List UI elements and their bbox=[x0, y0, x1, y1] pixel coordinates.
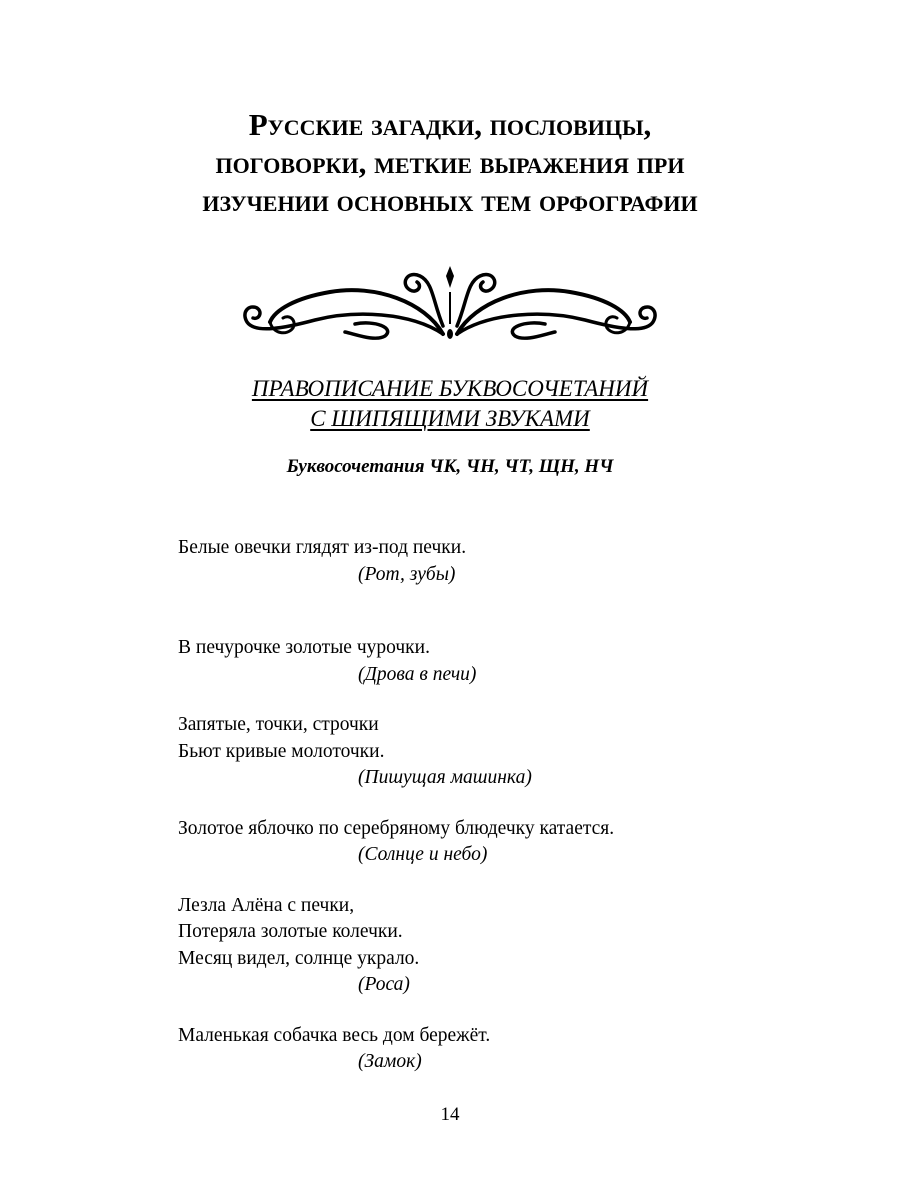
riddle-line: Месяц видел, солнце украло. bbox=[178, 947, 420, 969]
riddle bbox=[178, 1023, 614, 1076]
riddle-answer: (Солнце и небо) bbox=[358, 844, 488, 865]
page-number: 14 bbox=[440, 1104, 460, 1125]
riddle-answer: (Замок) bbox=[358, 1051, 422, 1072]
riddle-line: Белые овечки глядят из-под печки. bbox=[178, 537, 467, 558]
title-line: изучении основных тем орфографии bbox=[202, 183, 698, 218]
riddle bbox=[178, 816, 614, 869]
section-title bbox=[0, 374, 900, 434]
riddle bbox=[178, 635, 614, 688]
riddle-line: Лезла Алёна с печки, bbox=[178, 894, 355, 916]
riddle bbox=[178, 712, 614, 792]
riddle-answer: (Рот, зубы) bbox=[358, 563, 456, 585]
riddle-line: Бьют кривые молоточки. bbox=[178, 740, 385, 762]
riddle-answer: (Роса) bbox=[358, 974, 410, 995]
flourish-divider-icon bbox=[235, 262, 665, 344]
riddle-answer: (Пишущая машинка) bbox=[358, 767, 532, 788]
page-title bbox=[0, 106, 900, 220]
riddle bbox=[178, 535, 614, 588]
riddle-line: Запятые, точки, строчки bbox=[178, 714, 379, 735]
riddle-list bbox=[178, 535, 614, 1100]
title-line: Русские загадки, пословицы, bbox=[248, 107, 652, 142]
riddle-line: Потеряла золотые колечки. bbox=[178, 921, 403, 942]
subheading: Буквосочетания ЧК, ЧН, ЧТ, ЩН, НЧ bbox=[286, 456, 614, 477]
riddle-line: В печурочке золотые чурочки. bbox=[178, 637, 430, 658]
riddle-line: Золотое яблочко по серебряному блюдечку катается. bbox=[178, 817, 615, 839]
riddle bbox=[178, 893, 614, 999]
title-line: поговорки, меткие выражения при bbox=[215, 145, 685, 180]
riddle-answer: (Дрова в печи) bbox=[358, 663, 477, 685]
section-title-line: С ШИПЯЩИМИ ЗВУКАМИ bbox=[310, 406, 590, 431]
riddle-line: Маленькая собачка весь дом бережёт. bbox=[178, 1024, 491, 1046]
section-title-line: ПРАВОПИСАНИЕ БУКВОСОЧЕТАНИЙ bbox=[251, 376, 649, 401]
